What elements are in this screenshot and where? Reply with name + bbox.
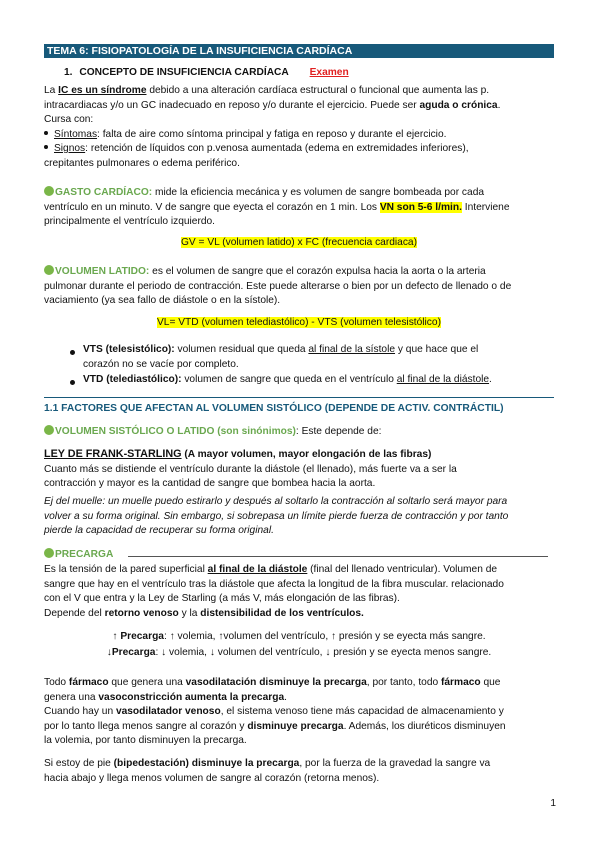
gasto-paragraph: GASTO CARDÍACO: mide la eficiencia mecánica y es volumen de sangre bombeada por cada ventrículo en un minuto. V de sangre que eyecta el corazón en 1 min. Los VN son 5-6 l/min. Interviene principalmente el ventrículo izquierdo.: [44, 187, 510, 227]
bullet: [44, 131, 48, 135]
bullet: [44, 145, 48, 149]
exam-tag: Examen: [309, 67, 349, 78]
document-title: TEMA 6: FISIOPATOLOGÍA DE LA INSUFICIENCIA CARDÍACA: [44, 44, 554, 58]
gasto-label: GASTO CARDÍACO:: [55, 187, 153, 198]
section-1-heading: [64, 66, 544, 81]
precarga-down: ↓Precarga: ↓ volemia, ↓ volumen del ventrículo, ↓ presión y se eyecta menos sangre.: [106, 647, 492, 658]
section-1-1-title: 1.1 FACTORES QUE AFECTAN AL VOLUMEN SISTÓLICO (DEPENDE DE ACTIV. CONTRÁCTIL): [44, 403, 504, 414]
green-circle-icon: [44, 548, 54, 558]
precarga-rule: [128, 556, 548, 557]
muelle-example: Ej del muelle: un muelle puedo estirarlo y después al soltarlo la contracción al soltarlo será mayor para volver a su forma original. Sin embargo, si sobrepasa un límite pierde fuerza de contracción y por tanto pierde la capacidad de recuperar su forma original.: [44, 496, 509, 536]
green-circle-icon: [44, 425, 54, 435]
list-bullet: [70, 380, 75, 385]
list-bullet: [70, 350, 75, 355]
volumen-paragraph: VOLUMEN LATIDO: es el volumen de sangre que el corazón expulsa hacia la aorta o la arteria pulmonar durante el periodo de contracción. Este puede alterarse o bien por un defecto de llenado o de vaciamiento (ya sea fallo de diástole o en la sístole).: [44, 266, 512, 306]
bipedestacion-paragraph: Si estoy de pie (bipedestación) disminuye la precarga, por la fuerza de la gravedad la sangre va hacia abajo y llega menos volumen de sangre al corazón (retorna menos).: [44, 758, 491, 784]
page-number: 1: [550, 798, 556, 809]
ic-term: IC es un síndrome: [58, 85, 147, 96]
vs-line: VOLUMEN SISTÓLICO O LATIDO (son sinónimos): Este depende de:: [44, 425, 554, 440]
section-number: 1.: [64, 67, 73, 78]
vtd-item: VTD (telediastólico): volumen de sangre que queda en el ventrículo al final de la diástole.: [83, 374, 492, 385]
vts-item: VTS (telesistólico): volumen residual que queda al final de la sístole y que hace que el corazón no se vacíe por completo.: [83, 344, 479, 370]
green-circle-icon: [44, 186, 54, 196]
precarga-heading: PRECARGA: [44, 548, 554, 563]
frank-starling-block: LEY DE FRANK-STARLING (A mayor volumen, mayor elongación de las fibras) Cuanto más se distiende el ventrículo durante la diástole (el llenado), más fuerte va a ser la contracción y mayor es la cantidad de sangre que bombea hacia la aorta.: [44, 448, 457, 489]
precarga-up: ↑ Precarga: ↑ volemia, ↑volumen del ventrículo, ↑ presión y se eyecta más sangre.: [112, 631, 486, 642]
frank-starling-title: LEY DE FRANK-STARLING: [44, 448, 182, 460]
up-arrow-icon: ↑: [112, 631, 118, 642]
divider: [44, 397, 554, 398]
gasto-formula: GV = VL (volumen latido) x FC (frecuencia cardiaca): [180, 237, 417, 248]
concept-paragraph: La IC es un síndrome debido a una alteración cardíaca estructural o funcional que aumenta las p. intracardiacas y/o un GC inadecuado en reposo y/o durante el ejercicio. Puede ser aguda o crónica. Cursa con: Síntomas: falta de aire como síntoma principal y fatiga en reposo y durante el ejercicio. Signos: retención de líquidos con p.venosa aumentada (edema en extremidades inferiores), crepitantes pulmonares o edema periférico.: [44, 85, 501, 169]
green-circle-icon: [44, 265, 54, 275]
precarga-paragraph: Es la tensión de la pared superficial al final de la diástole (final del llenado ventricular). Volumen de sangre que hay en el ventrículo tras la diástole que afecta la longitud de la fibra muscular. relacionado con el V que entra y la Ley de Starling (a más V, más elongación de las fibras). Depende del retorno venoso y la distensibilidad de los ventrículos.: [44, 564, 504, 619]
farmaco-paragraph: Todo fármaco que genera una vasodilatación disminuye la precarga, por tanto, todo fármaco que genera una vasoconstricción aumenta la precarga. Cuando hay un vasodilatador venoso, el sistema venoso tiene más capacidad de almacenamiento y por lo tanto llega menos sangre al corazón y disminuye precarga. Además, los diuréticos disminuyen la volemia, por tanto disminuyen la precarga.: [44, 677, 506, 746]
down-arrow-icon: ↓: [106, 647, 112, 658]
volumen-formula: VL= VTD (volumen telediastólico) - VTS (volumen telesistólico): [157, 317, 441, 328]
section-title: CONCEPTO DE INSUFICIENCIA CARDÍACA: [79, 67, 289, 78]
volumen-label: VOLUMEN LATIDO:: [55, 266, 150, 277]
